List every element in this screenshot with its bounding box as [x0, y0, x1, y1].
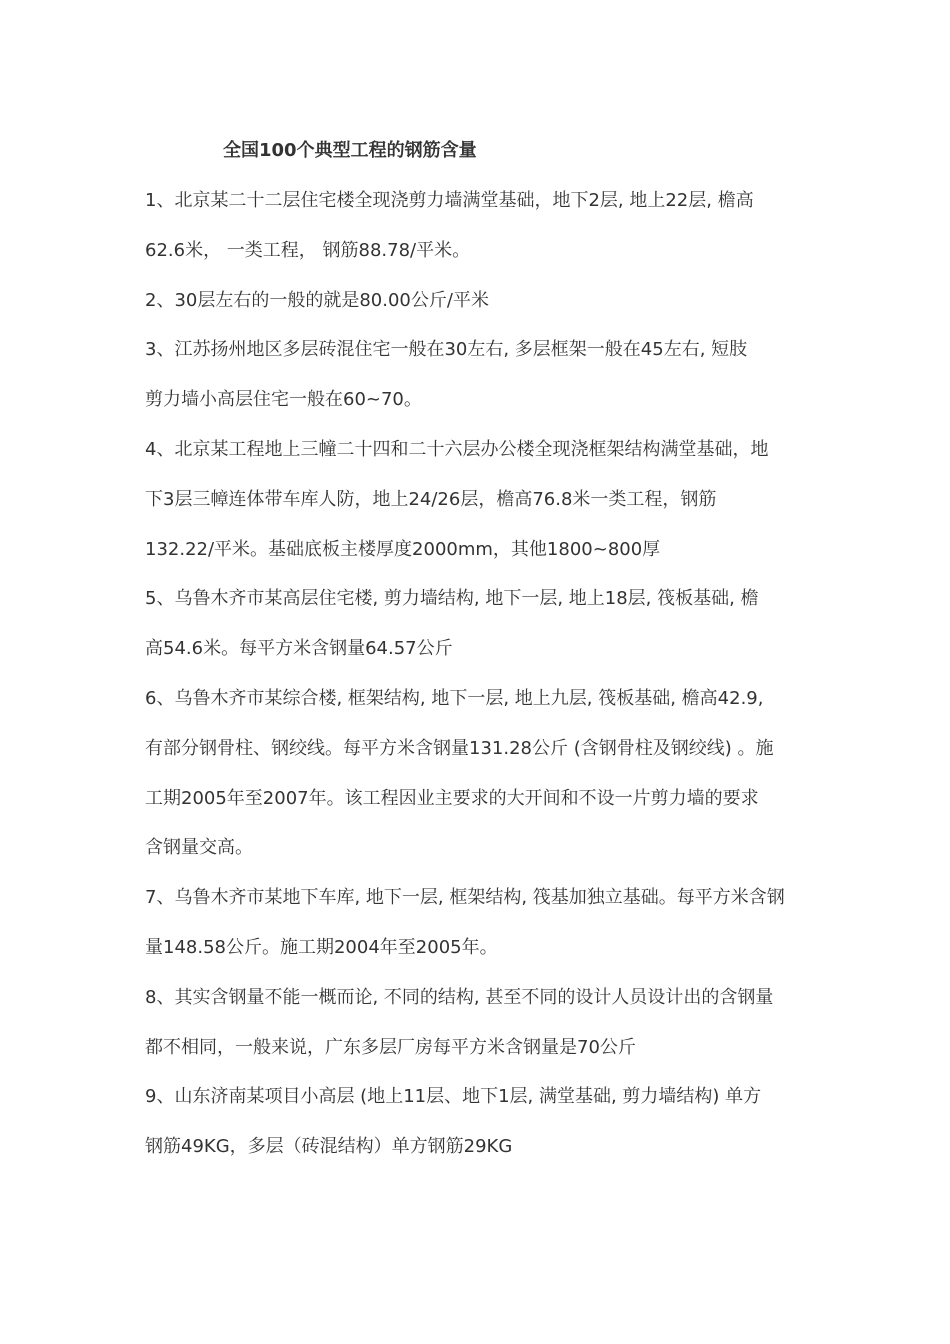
body-line: 高54.6米。每平方米含钢量64.57公斤 — [145, 638, 453, 660]
document-body — [145, 176, 810, 1172]
body-line: 钢筋49KG，多层（砖混结构）单方钢筋29KG — [145, 1136, 513, 1158]
body-line: 7、乌鲁木齐市某地下车库, 地下一层, 框架结构, 筏基加独立基础。每平方米含钢 — [145, 887, 785, 909]
body-line: 2、30层左右的一般的就是80.00公斤/平米 — [145, 289, 489, 311]
body-line: 4、北京某工程地上三幢二十四和二十六层办公楼全现浇框架结构满堂基础，地 — [145, 438, 769, 460]
body-line: 9、山东济南某项目小高层 (地上11层、地下1层, 满堂基础, 剪力墙结构) 单方 — [145, 1086, 762, 1108]
body-line: 8、其实含钢量不能一概而论, 不同的结构, 甚至不同的设计人员设计出的含钢量 — [145, 986, 774, 1008]
body-line: 62.6米， 一类工程， 钢筋88.78/平米。 — [145, 239, 471, 261]
body-line: 有部分钢骨柱、钢绞线。每平方米含钢量131.28公斤 (含钢骨柱及钢绞线) 。施 — [145, 737, 774, 759]
body-line: 含钢量交高。 — [145, 837, 253, 859]
body-line: 5、乌鲁木齐市某高层住宅楼, 剪力墙结构, 地下一层, 地上18层, 筏板基础, 檐 — [145, 588, 759, 610]
body-line: 132.22/平米。基础底板主楼厚度2000mm，其他1800~800厚 — [145, 538, 661, 560]
body-line: 剪力墙小高层住宅一般在60~70。 — [145, 389, 422, 411]
document-title: 全国100个典型工程的钢筋含量 — [223, 140, 477, 161]
body-line: 都不相同，一般来说，广东多层厂房每平方米含钢量是70公斤 — [145, 1036, 636, 1058]
body-line: 工期2005年至2007年。该工程因业主要求的大开间和不设一片剪力墙的要求 — [145, 787, 759, 809]
body-line: 下3层三幛连体带车库人防，地上24/26层，檐高76.8米一类工程，钢筋 — [145, 488, 717, 510]
body-line: 6、乌鲁木齐市某综合楼, 框架结构, 地下一层, 地上九层, 筏板基础, 檐高42.9, — [145, 687, 764, 709]
body-line: 1、北京某二十二层住宅楼全现浇剪力墙满堂基础，地下2层, 地上22层, 檐高 — [145, 190, 754, 211]
body-line: 量148.58公斤。施工期2004年至2005年。 — [145, 936, 498, 958]
body-line: 3、江苏扬州地区多层砖混住宅一般在30左右, 多层框架一般在45左右, 短肢 — [145, 339, 748, 361]
